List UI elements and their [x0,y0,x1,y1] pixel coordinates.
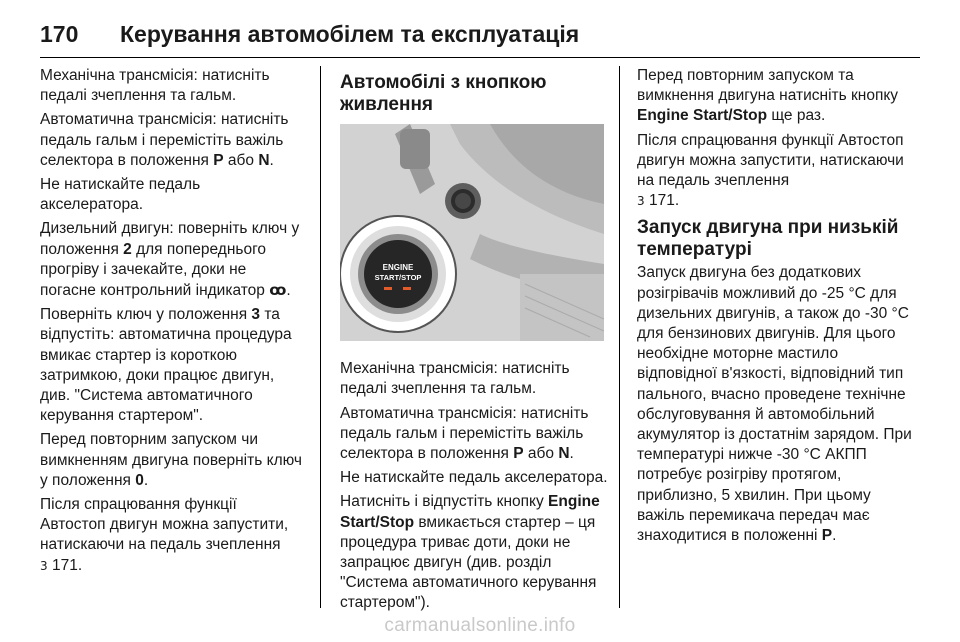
watermark: carmanualsonline.info [384,615,576,636]
column-divider-left [320,66,321,608]
section-heading-low-temperature: Запуск двигуна при низькій температурі [637,217,899,261]
paragraph-restart-button: Перед повторним запуском та вимкнення двигуна натисніть кнопку Engine Start/Stop ще раз. [637,67,899,125]
paragraph-manual-transmission-2: Механічна трансмісія: натисніть педалі зчеплення та гальм. [340,360,570,398]
button-label-start-stop: START/STOP [374,273,422,282]
column-3 [637,66,912,550]
paragraph-turn-key: Поверніть ключ у положення 3 та відпустіть: автоматична процедура вмикає стартер із короткою затримкою, доки працює двигун, див. "Система автоматичного керування стартером". [40,306,292,425]
page-number: 170 [40,20,79,47]
section-heading-power-button: Автомобілі з кнопкою живлення [340,72,547,115]
paragraph-autostop-2: Після спрацювання функції Автостоп двигун можна запустити, натискаючи на педаль зчеплення 3 171. [637,131,904,210]
glow-plug-icon: ꝏ [269,281,287,300]
paragraph-automatic-transmission-2: Автоматична трансмісія: натисніть педаль гальм і перемістіть важіль селектора в положення P або N. [340,404,589,463]
chapter-title: Керування автомобілем та експлуатація [120,20,580,47]
paragraph-press-button: Натисніть і відпустіть кнопку Engine Start/Stop вмикається стартер – ця процедура триває доти, доки не запрацює двигун (див. розділ "Система автоматичного керування стартером"). [340,493,600,612]
page-reference-link[interactable]: 171. [648,192,680,210]
column-divider-right [619,66,620,608]
engine-start-button-illustration [340,124,604,341]
paragraph-low-temperature: Запуск двигуна без додаткових розігрівачів можливий до -25 °C для дизельних двигунів, а також до -30 °C для бензинових двигунів. Для цього необхідне моторне мастило відповідної в'язкості, відповідний тип пального, вчасно проведене технічне обслуговування й автомобільний акумулятор із достатнім зарядом. При температурі нижче -30 °C АКПП потребує розігріву протягом, приблизно, 5 хвилин. При цьому важіль перемикача передач має знаходитися в положенні P. [637,264,912,545]
button-label-engine: ENGINE [382,263,414,272]
paragraph-automatic-transmission: Автоматична трансмісія: натисніть педаль гальм і перемістіть важіль селектора в положення P або N. [40,111,289,169]
page-reference-icon: 3 [637,194,645,209]
paragraph-accelerator: Не натискайте педаль акселератора. [40,176,201,214]
paragraph-diesel: Дизельний двигун: поверніть ключ у положення 2 для попереднього прогріву і зачекайте, доки не погасне контрольний індикатор ꝏ. [40,220,300,300]
page-reference-link[interactable]: 171. [51,556,83,574]
paragraph-manual-transmission: Механічна трансмісія: натисніть педалі зчеплення та гальм. [40,67,270,105]
column-2 [340,66,608,618]
column-1 [40,66,305,580]
page-reference-icon: 3 [40,558,48,573]
page-header [40,14,920,54]
paragraph-accelerator-2: Не натискайте педаль акселератора. [340,469,608,487]
paragraph-autostop: Після спрацювання функції Автостоп двигун можна запустити, натискаючи на педаль зчеплення 3 171. [40,496,289,574]
paragraph-restart: Перед повторним запуском чи вимкненням двигуна поверніть ключ у положення 0. [40,431,302,489]
header-rule [40,57,920,58]
